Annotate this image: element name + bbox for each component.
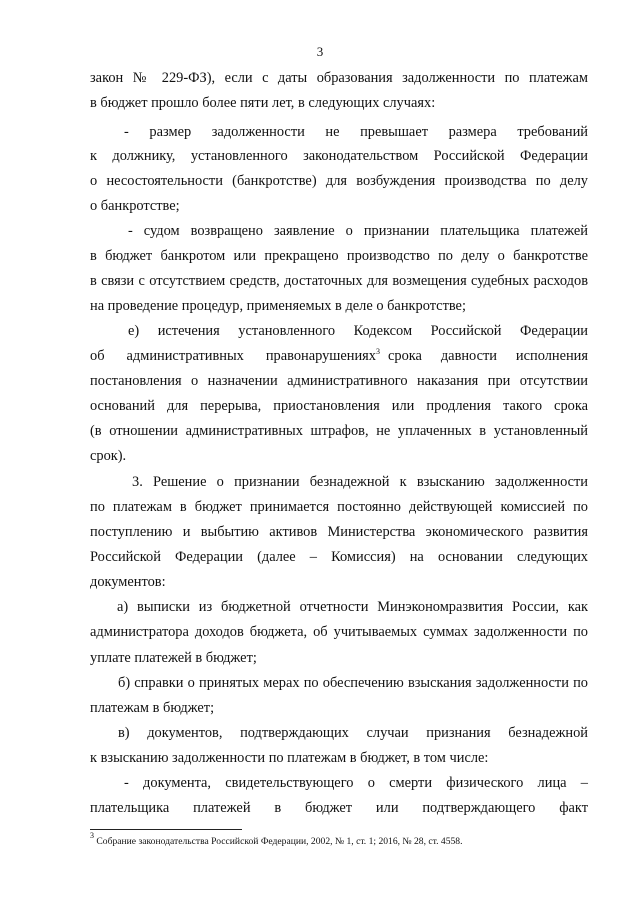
text-line: о несостоятельности (банкротстве) для возбуждения производства по делу	[90, 173, 588, 189]
text-line: в связи с отсутствием средств, достаточных для возмещения судебных расходов	[90, 273, 588, 289]
text-line: платежам в бюджет;	[90, 700, 215, 716]
text-line: - размер задолженности не превышает размера требований	[124, 124, 588, 140]
footnote-text: Собрание законодательства Российской Федерации, 2002, № 1, ст. 1; 2016, № 28, ст. 4558.	[96, 836, 463, 847]
text-line: оснований для перерыва, приостановления или продления такого срока	[90, 398, 588, 414]
footnote	[90, 831, 588, 848]
text-line: - судом возвращено заявление о признании плательщика платежей	[128, 223, 588, 239]
text-line: о банкротстве;	[90, 198, 180, 214]
text-line: а) выписки из бюджетной отчетности Минэкономразвития России, как	[117, 599, 588, 615]
text-line: Российской Федерации (далее – Комиссия) на основании следующих	[90, 549, 588, 565]
text-line: - документа, свидетельствующего о смерти физического лица –	[124, 775, 588, 791]
text-line: по платежам в бюджет принимается постоянно действующей комиссией по	[90, 499, 588, 515]
footnote-number: 3	[90, 831, 94, 840]
footnote-divider	[90, 829, 242, 830]
text-line: б) справки о принятых мерах по обеспечению взыскания задолженности по	[118, 675, 588, 691]
text-line: в бюджет банкротом или прекращено производство по делу о банкротстве	[90, 248, 588, 264]
text-line: уплате платежей в бюджет;	[90, 650, 257, 666]
text-line: администратора доходов бюджета, об учитываемых суммах задолженности по	[90, 624, 588, 640]
text-line: поступлению и выбытию активов Министерства экономического развития	[90, 524, 588, 540]
text-line: закон № 229-ФЗ), если с даты образования задолженности по платежам	[90, 70, 588, 86]
text-line: на проведение процедур, применяемых в деле о банкротстве;	[90, 298, 466, 314]
text-line: плательщика платежей в бюджет или подтверждающего факт	[90, 800, 588, 816]
text-line: документов:	[90, 574, 166, 590]
text-line: к взысканию задолженности по платежам в бюджет, в том числе:	[90, 750, 489, 766]
text-line: 3. Решение о признании безнадежной к взысканию задолженности	[132, 474, 588, 490]
footnote-marker: 3	[376, 347, 380, 356]
text-line: (в отношении административных штрафов, не уплаченных в установленный	[90, 423, 588, 439]
text-line: в бюджет прошло более пяти лет, в следующих случаях:	[90, 95, 436, 111]
page-number: 3	[316, 44, 324, 59]
text-line: срок).	[90, 448, 127, 464]
text-line: срока давности исполнения	[388, 348, 588, 364]
text-line	[90, 348, 380, 365]
text-line: е) истечения установленного Кодексом Российской Федерации	[128, 323, 588, 339]
text-line-part: об административных правонарушениях	[90, 348, 376, 364]
text-line: в) документов, подтверждающих случаи признания безнадежной	[118, 725, 588, 741]
text-line: к должнику, установленного законодательством Российской Федерации	[90, 148, 588, 164]
text-line: постановления о назначении административного наказания при отсутствии	[90, 373, 588, 389]
